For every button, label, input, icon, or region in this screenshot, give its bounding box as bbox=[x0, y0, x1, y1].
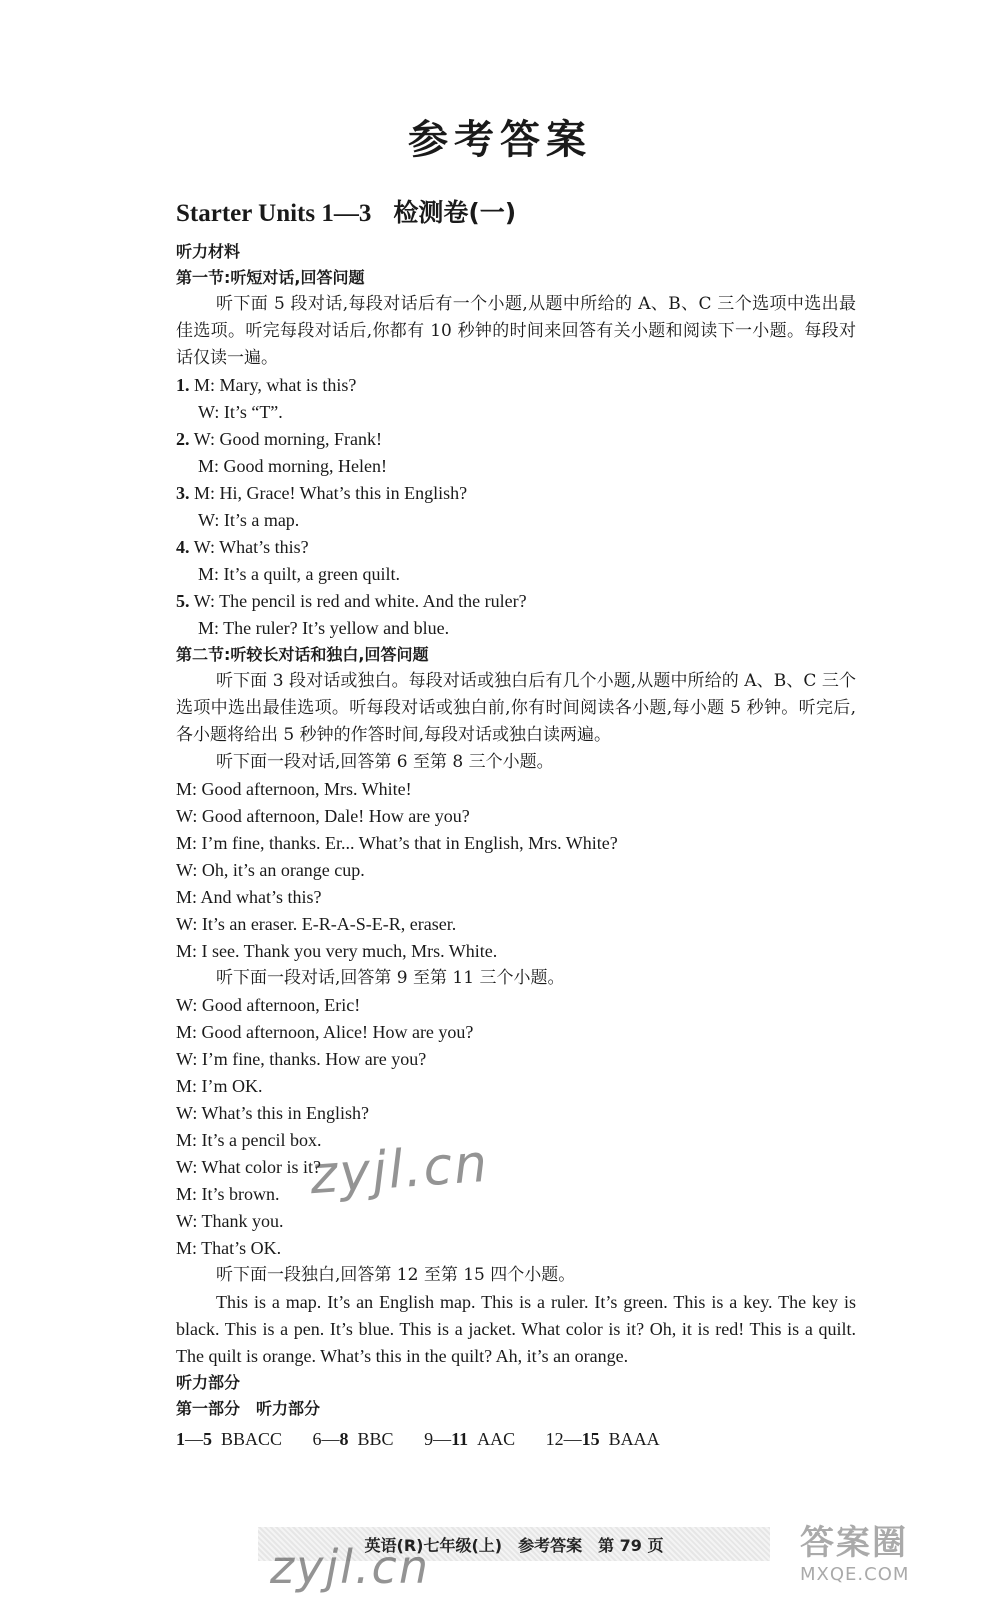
section-heading bbox=[176, 198, 856, 229]
dialog1 bbox=[176, 776, 856, 965]
dialog-line: 4. W: What’s this? bbox=[176, 537, 309, 557]
dialog2 bbox=[176, 992, 856, 1262]
answer-content bbox=[176, 198, 856, 1454]
dialog-line: W: Thank you. bbox=[176, 1211, 284, 1231]
answer-group: 9—11 AAC bbox=[424, 1429, 516, 1449]
page-title: 参考答案 bbox=[408, 117, 592, 163]
answer-group: 1—5 BBACC bbox=[176, 1429, 283, 1449]
dialog-line: 5. W: The pencil is red and white. And the ruler? bbox=[176, 591, 527, 611]
watermark-center: zyjl.cn bbox=[308, 1133, 491, 1207]
dialog-line: W: What’s this in English? bbox=[176, 1103, 369, 1123]
site-logo bbox=[800, 1515, 980, 1585]
dialog-line: W: Good afternoon, Dale! How are you? bbox=[176, 806, 470, 826]
logo-domain: MXQE.COM bbox=[800, 1564, 910, 1585]
listening-material-label: 听力材料 bbox=[176, 242, 241, 261]
dialog-line: 1. M: Mary, what is this? bbox=[176, 375, 357, 395]
watermark-bottom: zyjl.cn bbox=[270, 1540, 430, 1594]
section-heading-en: Starter Units 1—3 bbox=[176, 200, 372, 227]
dialog-line: M: Good morning, Helen! bbox=[198, 456, 387, 476]
dialog-line: W: What color is it? bbox=[176, 1157, 321, 1177]
dialog-line: 2. W: Good morning, Frank! bbox=[176, 429, 382, 449]
page-footer: 英语(R)七年级(上) 参考答案 第 79 页 bbox=[258, 1527, 770, 1561]
dialog-line: W: Good afternoon, Eric! bbox=[176, 995, 361, 1015]
dialog-line: W: It’s an eraser. E-R-A-S-E-R, eraser. bbox=[176, 914, 457, 934]
dialog-line: M: It’s a quilt, a green quilt. bbox=[198, 564, 400, 584]
dialog-line: M: I’m fine, thanks. Er... What’s that in English, Mrs. White? bbox=[176, 833, 618, 853]
dialog-line: W: It’s “T”. bbox=[198, 402, 283, 422]
dialog-line: M: The ruler? It’s yellow and blue. bbox=[198, 618, 450, 638]
dialog-line: 3. M: Hi, Grace! What’s this in English? bbox=[176, 483, 468, 503]
answer-key bbox=[176, 1424, 856, 1454]
dialog-line: M: I’m OK. bbox=[176, 1076, 263, 1096]
dialog-line: M: And what’s this? bbox=[176, 887, 322, 907]
answers-label: 听力部分 bbox=[176, 1373, 241, 1392]
dialog-line: M: That’s OK. bbox=[176, 1238, 282, 1258]
dialog-line: W: It’s a map. bbox=[198, 510, 300, 530]
answer-group: 6—8 BBC bbox=[312, 1429, 394, 1449]
dialog-line: M: Good afternoon, Alice! How are you? bbox=[176, 1022, 474, 1042]
monologue-text: This is a map. It’s an English map. This is a ruler. It’s green. This is a key. The key is black. This is a pen. It’s blue. This is a jacket. What color is it? Oh, it is red! This is a quilt. The quilt is orange. What’s this in the quilt? Ah, it’s an orange. bbox=[176, 1292, 856, 1366]
part1-instructions: 听下面 5 段对话,每段对话后有一个小题,从题中所给的 A、B、C 三个选项中选出最佳选项。听完每段对话后,你都有 10 秒钟的时间来回答有关小题和阅读下一小题。每段对话仅读一遍。 bbox=[176, 294, 856, 368]
dialog-line: W: I’m fine, thanks. How are you? bbox=[176, 1049, 427, 1069]
answers-sub-label: 第一部分 听力部分 bbox=[176, 1399, 321, 1418]
logo-text: 答案圈 bbox=[800, 1523, 908, 1563]
part1-dialogs bbox=[176, 372, 856, 642]
dialog1-intro: 听下面一段对话,回答第 6 至第 8 三个小题。 bbox=[216, 752, 554, 772]
dialog-line: M: It’s brown. bbox=[176, 1184, 280, 1204]
dialog-line: M: Good afternoon, Mrs. White! bbox=[176, 779, 412, 799]
dialog-line: W: Oh, it’s an orange cup. bbox=[176, 860, 365, 880]
dialog2-intro: 听下面一段对话,回答第 9 至第 11 三个小题。 bbox=[216, 968, 565, 988]
part2-heading: 第二节:听较长对话和独白,回答问题 bbox=[176, 645, 429, 664]
answer-group: 12—15 BAAA bbox=[545, 1429, 660, 1449]
monologue-intro: 听下面一段独白,回答第 12 至第 15 四个小题。 bbox=[216, 1265, 576, 1285]
dialog-line: M: I see. Thank you very much, Mrs. White. bbox=[176, 941, 498, 961]
part2-instructions: 听下面 3 段对话或独白。每段对话或独白后有几个小题,从题中所给的 A、B、C 三个选项中选出最佳选项。听每段对话或独白前,你有时间阅读各小题,每小题 5 秒钟。听完后,各小题将给出 5 秒钟的作答时间,每段对话或独白读两遍。 bbox=[176, 671, 856, 745]
dialog-line: M: It’s a pencil box. bbox=[176, 1130, 322, 1150]
section-heading-zh: 检测卷(一) bbox=[393, 198, 517, 227]
part1-heading: 第一节:听短对话,回答问题 bbox=[176, 268, 365, 287]
